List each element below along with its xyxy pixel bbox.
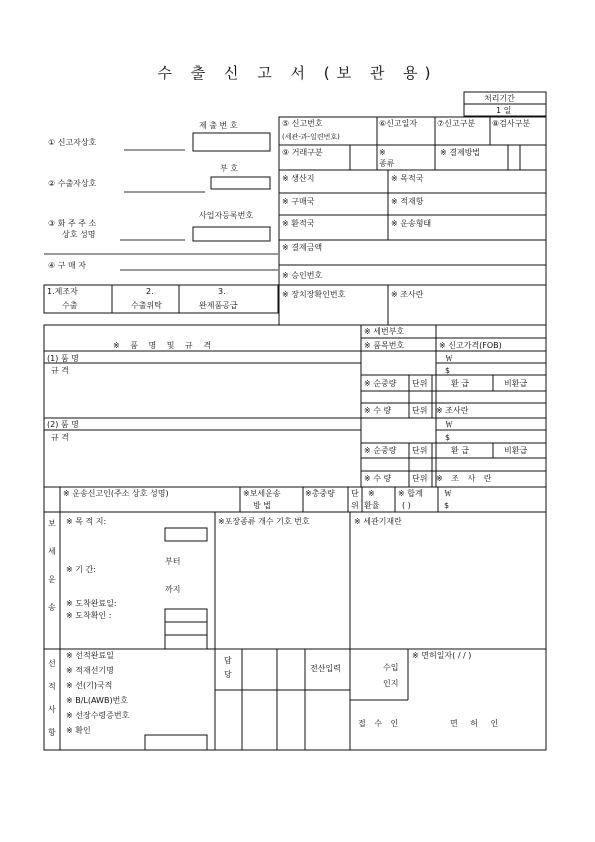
summary-won: ￦ (444, 489, 452, 498)
arrival-date-label: ※ 도착완료일: (66, 599, 117, 608)
type1-sub: 수출 (62, 301, 78, 310)
bonded-vertical-1: 보 (48, 519, 56, 528)
staff-label-bottom: 당 (224, 670, 232, 679)
amount-label: ※ 결제금액 (282, 243, 323, 252)
bonded-vertical-3: 운 (48, 575, 56, 584)
price-label: ※ 신고가격(FOB) (439, 341, 502, 350)
won-1: ￦ (445, 354, 453, 363)
quantity-2: ※ 수 량 (364, 474, 392, 483)
from-label: 부터 (165, 557, 181, 566)
loading-vertical-1: 선 (48, 659, 56, 668)
item-no-label: ※ 품목번호 (364, 341, 405, 350)
bonded-method-label: 방 법 (253, 501, 271, 510)
device-cert-label: ※ 장치장확인번호 (282, 290, 346, 299)
arrival-check-label: ※ 도착확인 : (66, 611, 112, 620)
import-stamp-top: 수입 (383, 663, 399, 672)
type1-label: 1.제조자 (47, 287, 78, 296)
kind-label: 종류 (379, 159, 395, 168)
decl-no-sub: (세관-과-일련번호) (282, 133, 340, 141)
buyer-label: ④ 구 매 자 (48, 261, 86, 270)
loading-vertical-2: 적 (48, 682, 56, 691)
item2-spec: 규 격 (51, 433, 69, 442)
loading-item-6: ※ 확인 (66, 726, 91, 735)
dest-country-label: ※ 목적국 (391, 174, 424, 183)
transport-label: ※ 운송형태 (391, 219, 432, 228)
loading-item-1: ※ 선적완료일 (66, 651, 114, 660)
import-stamp-bottom: 인지 (383, 679, 399, 688)
period-label: ※ 기 간: (66, 565, 96, 574)
packing-label: ※포장종류 개수 기호 번호 (218, 517, 310, 526)
net-weight-1: ※ 순중량 (364, 379, 397, 388)
loading-item-5: ※ 선장수령증번호 (66, 711, 130, 720)
tariff-label: ※ 세번부호 (364, 327, 405, 336)
decl-no-label: ⑤ 신고번호 (282, 119, 323, 128)
load-port-label: ※ 적재항 (391, 197, 424, 206)
bonded-transport-label: ※보세운송 (243, 489, 281, 498)
non-exchange-1: 비환급 (504, 379, 528, 388)
electronic-input-label: 전산입력 (310, 664, 341, 673)
receipt-stamp-label: 접 수 인 (358, 719, 402, 728)
license-no-label: 제 출 번 호 (199, 121, 238, 130)
exporter-label: ② 수출자상호 (48, 179, 97, 188)
exchange-1: 환 급 (451, 379, 469, 388)
summary-dollar: $ (444, 501, 450, 510)
vendor-code-label: 부 호 (220, 164, 238, 173)
unit-2b: 단위 (412, 474, 428, 483)
non-exchange-2: 비환급 (504, 446, 528, 455)
buyer-country-label: ※ 구매국 (282, 197, 315, 206)
loading-vertical-4: 항 (48, 728, 56, 737)
goods-header: ※ 품 명 및 규 격 (113, 341, 216, 350)
total-paren: ( ) (402, 501, 411, 510)
exchange-2: 환 급 (451, 446, 469, 455)
type2-sub: 수출위탁 (131, 301, 162, 310)
inspect-label: ⑧검사구분 (492, 119, 531, 128)
won-2: ￦ (445, 420, 453, 429)
dest-label: ※ 목 적 지: (66, 517, 107, 526)
unit-2: 단위 (412, 446, 428, 455)
approval-label: ※ 승인번호 (282, 271, 323, 280)
kind-mark: ※ (379, 148, 386, 157)
permit-date-label: ※ 면허일자( / / ) (412, 651, 472, 660)
survey-1: ※ 조사란 (436, 406, 469, 415)
processing-value: 1 일 (496, 106, 512, 115)
unit-1b: 단위 (412, 406, 428, 415)
declarant-label: ① 신고자상호 (48, 138, 97, 147)
type3-sub: 완제품공급 (199, 301, 238, 310)
total-label: ※ 합계 (398, 489, 423, 498)
carrier-label: ※ 운송신고인(주소 상호 성명) (63, 489, 169, 498)
survey-2: ※ 조 사 란 (436, 474, 495, 483)
rate-mark: ※ (368, 489, 375, 498)
loading-item-3: ※ 선(기)국적 (66, 681, 113, 690)
transship-label: ※ 환적국 (282, 219, 315, 228)
decl-type-label: ⑦신고구분 (437, 119, 476, 128)
gross-weight-label: ※총중량 (305, 489, 335, 498)
net-weight-2: ※ 순중량 (364, 446, 397, 455)
biz-no-label: 사업자등록번호 (199, 211, 254, 220)
item1-spec: 규 격 (51, 366, 69, 375)
to-label: 까지 (165, 585, 181, 594)
item2-name: (2) 품 명 (47, 420, 79, 429)
unit-label-bottom: 위 (351, 501, 359, 510)
shipper-label: ③ 화 주 주 소 (48, 219, 97, 228)
form-title: 수 출 신 고 서 (보 관 용) (157, 64, 438, 82)
inspection-label: ※ 조사란 (391, 290, 424, 299)
dollar-2: $ (445, 433, 451, 442)
unit-label-top: 단 (351, 489, 359, 498)
trade-type-label: ⑨ 거래구분 (282, 148, 323, 157)
type3-label: 3. (218, 287, 226, 296)
loading-item-2: ※ 적재선기명 (66, 666, 114, 675)
quantity-1: ※ 수 량 (364, 406, 392, 415)
rate-label: 환율 (364, 501, 380, 510)
item1-name: (1) 품 명 (47, 354, 79, 363)
decl-date-label: ⑥신고일자 (379, 119, 418, 128)
origin-label: ※ 생산지 (282, 174, 315, 183)
payment-label: ※ 결제방법 (440, 148, 481, 157)
shipper-sub-label: 상호 성명 (62, 230, 96, 239)
unit-1: 단위 (412, 379, 428, 388)
customs-note-label: ※ 세관기재란 (354, 517, 402, 526)
license-stamp-label: 면 허 인 (450, 719, 504, 728)
type2-label: 2. (146, 287, 154, 296)
bonded-vertical-2: 세 (48, 547, 56, 556)
staff-label-top: 담 (224, 656, 232, 665)
processing-label: 처리기간 (484, 94, 515, 103)
loading-vertical-3: 사 (48, 705, 56, 714)
dollar-1: $ (445, 366, 451, 375)
bonded-vertical-4: 송 (48, 603, 56, 612)
loading-item-4: ※ B/L(AWB)번호 (66, 696, 129, 705)
